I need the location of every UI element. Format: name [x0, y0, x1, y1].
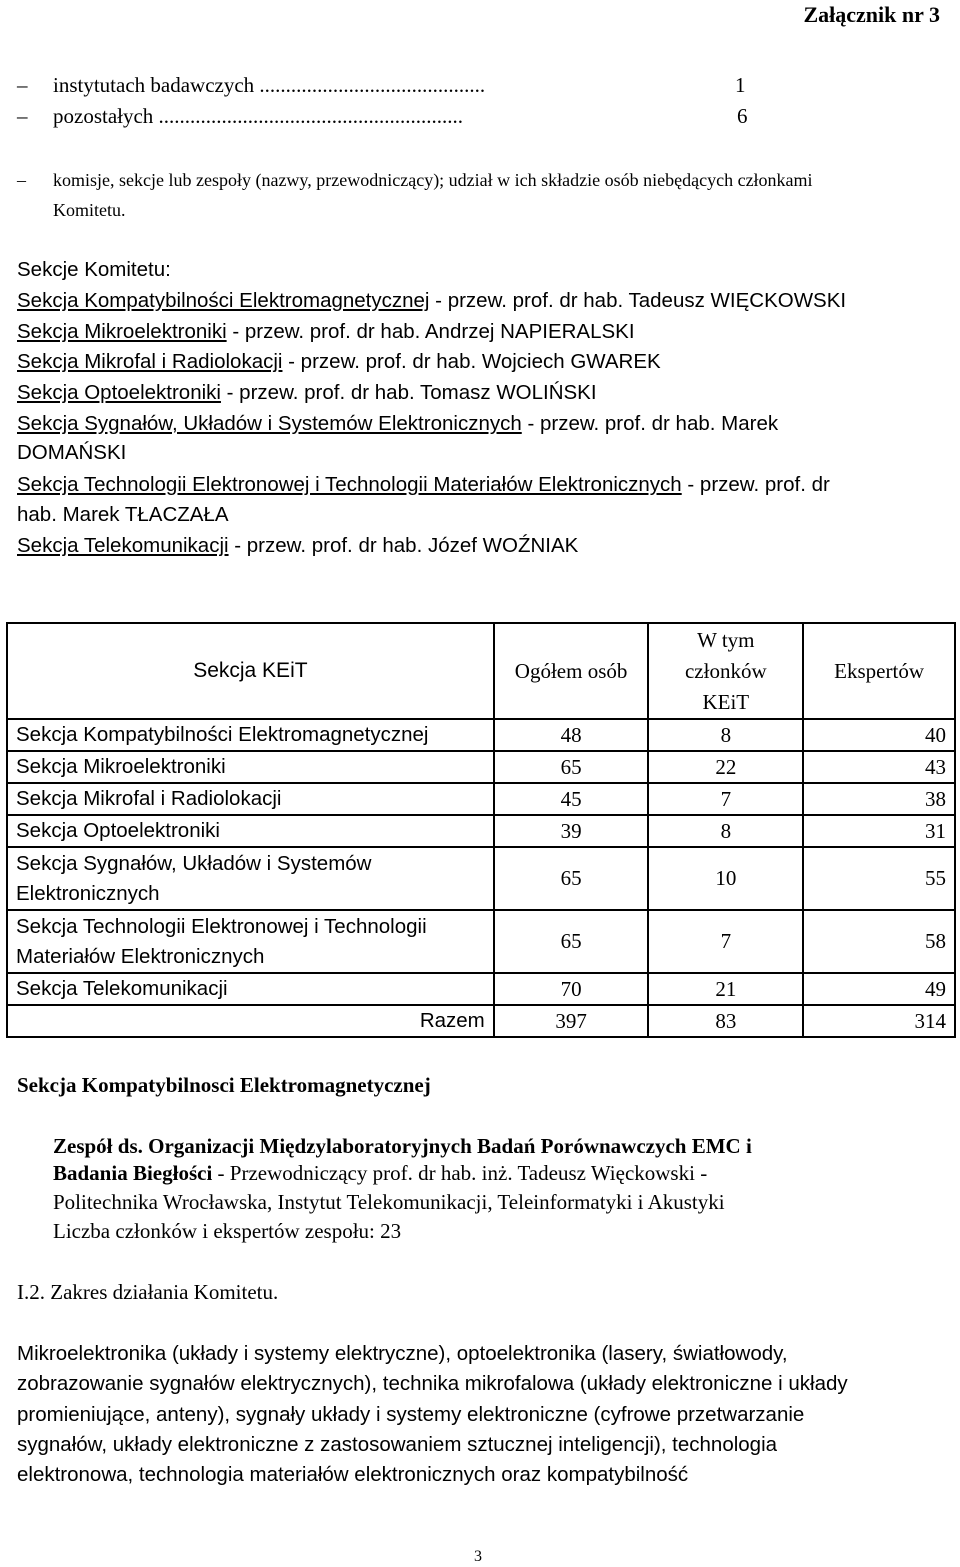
scope-line: zobrazowanie sygnałów elektrycznych), technika mikrofalowa (układy elektroniczne i układy — [17, 1372, 848, 1395]
section-name: Sekcja Optoelektroniki — [17, 381, 221, 404]
scope-heading: I.2. Zakres działania Komitetu. — [17, 1280, 279, 1304]
count-value: 1 — [735, 73, 746, 97]
section-chair-continued: hab. Marek TŁACZAŁA — [17, 503, 229, 526]
table-total-row — [7, 1005, 955, 1037]
cell-section-name: Sekcja Technologii Elektronowej i Technologii Materiałów Elektronicznych — [7, 910, 494, 973]
cell-experts: 31 — [803, 815, 955, 847]
section-name: Sekcja Telekomunikacji — [17, 534, 229, 557]
team-title-line1 — [53, 1131, 752, 1161]
section-chair-continued: DOMAŃSKI — [17, 441, 127, 464]
section-chair: - przew. prof. dr hab. Józef WOŹNIAK — [228, 534, 579, 557]
section-entry — [17, 473, 830, 497]
cell-experts: 40 — [803, 719, 955, 751]
team-title-cont: Badania Biegłości — [53, 1161, 213, 1185]
dash-marker: – — [17, 73, 28, 97]
section-name: Sekcja Technologii Elektronowej i Technologii Materiałów Elektronicznych — [17, 473, 682, 496]
cell-total-label: Razem — [7, 1005, 494, 1037]
cell-members: 7 — [648, 783, 803, 815]
team-title-line2 — [53, 1158, 707, 1188]
cell-members: 22 — [648, 751, 803, 783]
count-label: pozostałych .......................................................... — [53, 104, 464, 128]
count-label: instytutach badawczych ........................................... — [53, 73, 486, 97]
section-entry — [17, 381, 597, 405]
team-count: Liczba członków i ekspertów zespołu: 23 — [53, 1219, 402, 1243]
cell-members: 8 — [648, 719, 803, 751]
count-value: 6 — [737, 104, 748, 128]
section-entry — [17, 534, 578, 558]
scope-line: elektronowa, technologia materiałów elektronicznych oraz kompatybilność — [17, 1463, 689, 1486]
committees-note-line2: Komitetu. — [53, 200, 126, 220]
table-row — [7, 719, 955, 751]
section-name: Sekcja Mikroelektroniki — [17, 320, 227, 343]
cell-experts: 58 — [803, 910, 955, 973]
cell-total: 65 — [494, 751, 649, 783]
section-name: Sekcja Sygnałów, Układów i Systemów Elektronicznych — [17, 412, 522, 435]
section-name: Sekcja Kompatybilności Elektromagnetycznej — [17, 289, 430, 312]
cell-total-sum: 397 — [494, 1005, 649, 1037]
cell-total: 39 — [494, 815, 649, 847]
team-affiliation: Politechnika Wrocławska, Instytut Telekomunikacji, Teleinformatyki i Akustyki — [53, 1190, 725, 1214]
cell-experts: 38 — [803, 783, 955, 815]
table-header-row — [7, 623, 955, 719]
cell-members: 8 — [648, 815, 803, 847]
section-chair: - przew. prof. dr hab. Andrzej NAPIERALSKI — [226, 320, 635, 343]
section-chair: - przew. prof. dr hab. Wojciech GWAREK — [282, 350, 661, 373]
header-section: Sekcja KEiT — [7, 623, 494, 719]
cell-experts: 43 — [803, 751, 955, 783]
cell-section-name: Sekcja Mikrofal i Radiolokacji — [7, 783, 494, 815]
cell-section-name: Sekcja Telekomunikacji — [7, 973, 494, 1005]
committees-note — [17, 170, 813, 191]
cell-members: 7 — [648, 910, 803, 973]
section-chair: - przew. prof. dr hab. Marek — [521, 412, 779, 435]
section-entry — [17, 289, 846, 313]
cell-total-members: 83 — [648, 1005, 803, 1037]
count-line — [17, 104, 463, 129]
header-experts: Ekspertów — [803, 623, 955, 719]
section-entry — [17, 350, 661, 374]
cell-total-experts: 314 — [803, 1005, 955, 1037]
table-row — [7, 751, 955, 783]
section-chair: - przew. prof. dr — [681, 473, 830, 496]
header-total: Ogółem osób — [494, 623, 649, 719]
cell-section-name: Sekcja Sygnałów, Układów i Systemów Elektronicznych — [7, 847, 494, 910]
cell-total: 65 — [494, 910, 649, 973]
scope-line: promieniujące, anteny), sygnały układy i systemy elektroniczne (cyfrowe przetwarzanie — [17, 1403, 805, 1426]
section-name: Sekcja Mikrofal i Radiolokacji — [17, 350, 283, 373]
dash-marker: – — [17, 170, 26, 190]
committees-note-line1: komisje, sekcje lub zespoły (nazwy, przewodniczący); udział w ich składzie osób niebędących członkami — [53, 170, 813, 190]
scope-line: Mikroelektronika (układy i systemy elektryczne), optoelektronika (lasery, światłowody, — [17, 1342, 788, 1365]
cell-section-name: Sekcja Optoelektroniki — [7, 815, 494, 847]
table-row — [7, 847, 955, 910]
emc-heading: Sekcja Kompatybilnosci Elektromagnetycznej — [17, 1073, 431, 1097]
section-entry — [17, 412, 778, 436]
team-chair: - Przewodniczący prof. dr hab. inż. Tadeusz Więckowski - — [212, 1161, 708, 1185]
cell-section-name: Sekcja Kompatybilności Elektromagnetycznej — [7, 719, 494, 751]
cell-experts: 49 — [803, 973, 955, 1005]
header-members: W tym członków KEiT — [648, 623, 803, 719]
cell-total: 48 — [494, 719, 649, 751]
section-chair: - przew. prof. dr hab. Tadeusz WIĘCKOWSKI — [429, 289, 847, 312]
count-line — [17, 73, 485, 98]
table-row — [7, 783, 955, 815]
table-row — [7, 973, 955, 1005]
cell-members: 10 — [648, 847, 803, 910]
dash-marker: – — [17, 104, 28, 128]
page-number: 3 — [474, 1548, 482, 1565]
cell-experts: 55 — [803, 847, 955, 910]
table-row — [7, 910, 955, 973]
section-chair: - przew. prof. dr hab. Tomasz WOLIŃSKI — [220, 381, 597, 404]
cell-total: 70 — [494, 973, 649, 1005]
team-title: Zespół ds. Organizacji Międzylaboratoryjnych Badań Porównawczych EMC i — [53, 1134, 752, 1158]
cell-total: 45 — [494, 783, 649, 815]
sections-heading: Sekcje Komitetu: — [17, 258, 171, 281]
cell-total: 65 — [494, 847, 649, 910]
cell-section-name: Sekcja Mikroelektroniki — [7, 751, 494, 783]
sections-table — [6, 622, 956, 1038]
scope-line: sygnałów, układy elektroniczne z zastosowaniem sztucznej inteligencji), technologia — [17, 1433, 778, 1456]
section-entry — [17, 320, 635, 344]
table-row — [7, 815, 955, 847]
annex-label: Załącznik nr 3 — [803, 2, 940, 27]
cell-members: 21 — [648, 973, 803, 1005]
